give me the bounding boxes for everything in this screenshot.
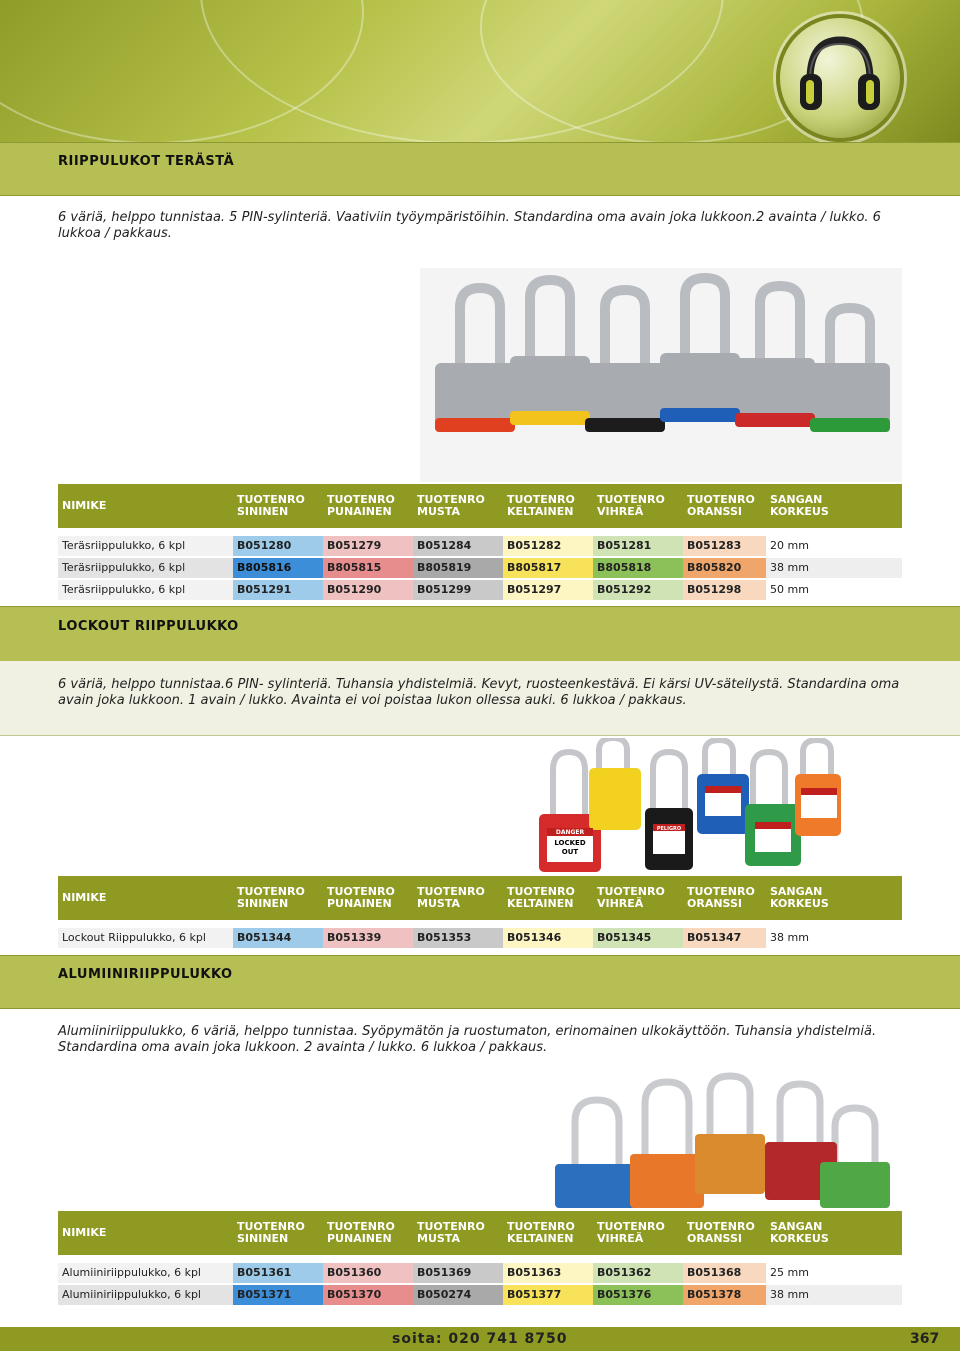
table-header-row (58, 876, 902, 920)
col-header: TUOTENRO MUSTA (413, 484, 503, 528)
table-row: Alumiiniriippulukko, 6 kpl B051361 B051360 B051369 B051363 B051362 B051368 25 mm (58, 1263, 902, 1283)
tag-text: PELIGRO (656, 826, 682, 832)
col-header: SANGAN KORKEUS (766, 1211, 902, 1255)
steel-padlocks-photo (420, 268, 902, 482)
aluminium-padlock-table (58, 1211, 902, 1305)
header-banner (0, 0, 960, 142)
tag-text: DANGER (555, 829, 585, 836)
section-title: LOCKOUT RIIPPULUKKO (58, 619, 239, 634)
col-header: TUOTENRO PUNAINEN (323, 876, 413, 920)
col-header: TUOTENRO SININEN (233, 484, 323, 528)
table-row: Teräsriippulukko, 6 kpl B051280 B051279 B051284 B051282 B051281 B051283 20 mm (58, 536, 902, 556)
col-header: SANGAN KORKEUS (766, 876, 902, 920)
page-number: 367 (910, 1331, 940, 1347)
aluminium-padlocks-photo (535, 1072, 901, 1208)
earmuff-icon (780, 18, 900, 138)
tag-text: LOCKED (554, 839, 586, 847)
section-description: Alumiiniriippulukko, 6 väriä, helppo tunnistaa. Syöpymätön ja ruostumaton, erinomainen ulkokäyttöön. Tuhansia yhdistelmiä. Standardina oma avain joka lukkoon. 2 avainta / lukko. 6 lukkoa / pakkaus. (58, 1024, 877, 1055)
section-title: ALUMIINIRIIPPULUKKO (58, 967, 233, 982)
col-header: NIMIKE (58, 484, 233, 528)
table-row: Lockout Riippulukko, 6 kpl B051344 B051339 B051353 B051346 B051345 B051347 38 mm (58, 928, 902, 948)
col-header: TUOTENRO SININEN (233, 876, 323, 920)
col-header: TUOTENRO VIHREÄ (593, 1211, 683, 1255)
col-header: TUOTENRO KELTAINEN (503, 876, 593, 920)
col-header: SANGAN KORKEUS (766, 484, 902, 528)
table-header-row (58, 484, 902, 528)
lockout-padlocks-photo (525, 738, 845, 872)
section-description: 6 väriä, helppo tunnistaa.6 PIN- sylinteriä. Tuhansia yhdistelmiä. Kevyt, ruosteenkestävä. Ei kärsi UV-säteilystä. Standardina oma avain joka lukkoon. 1 avain / lukko. Avainta ei voi poistaa lukon ollessa auki. 6 lukkoa / pakkaus. (58, 677, 900, 708)
table-row: Alumiiniriippulukko, 6 kpl B051371 B051370 B050274 B051377 B051376 B051378 38 mm (58, 1285, 902, 1305)
ear-protection-badge (776, 14, 904, 142)
col-header: NIMIKE (58, 1211, 233, 1255)
steel-padlock-table (58, 484, 902, 600)
col-header: TUOTENRO SININEN (233, 1211, 323, 1255)
section-header-lockout (0, 606, 960, 662)
col-header: TUOTENRO MUSTA (413, 876, 503, 920)
section-title: RIIPPULUKOT TERÄSTÄ (58, 154, 235, 169)
table-row: Teräsriippulukko, 6 kpl B805816 B805815 B805819 B805817 B805818 B805820 38 mm (58, 558, 902, 578)
col-header: TUOTENRO ORANSSI (683, 1211, 766, 1255)
table-header-row (58, 1211, 902, 1255)
section-header-aluminium (0, 955, 960, 1009)
table-row: Teräsriippulukko, 6 kpl B051291 B051290 B051299 B051297 B051292 B051298 50 mm (58, 580, 902, 600)
col-header: TUOTENRO PUNAINEN (323, 484, 413, 528)
col-header: TUOTENRO VIHREÄ (593, 876, 683, 920)
col-header: TUOTENRO ORANSSI (683, 484, 766, 528)
lockout-padlock-table (58, 876, 902, 948)
col-header: NIMIKE (58, 876, 233, 920)
col-header: TUOTENRO KELTAINEN (503, 1211, 593, 1255)
col-header: TUOTENRO ORANSSI (683, 876, 766, 920)
section-header-steel (0, 142, 960, 196)
col-header: TUOTENRO KELTAINEN (503, 484, 593, 528)
col-header: TUOTENRO MUSTA (413, 1211, 503, 1255)
tag-text: OUT (561, 848, 579, 856)
col-header: TUOTENRO PUNAINEN (323, 1211, 413, 1255)
section-description: 6 väriä, helppo tunnistaa. 5 PIN-sylinteriä. Vaativiin työympäristöihin. Standardina oma avain joka lukkoon.2 avainta / lukko. 6 lukkoa / pakkaus. (58, 210, 881, 241)
col-header: TUOTENRO VIHREÄ (593, 484, 683, 528)
page-footer (0, 1327, 960, 1351)
footer-phone: soita: 020 741 8750 (392, 1331, 568, 1347)
